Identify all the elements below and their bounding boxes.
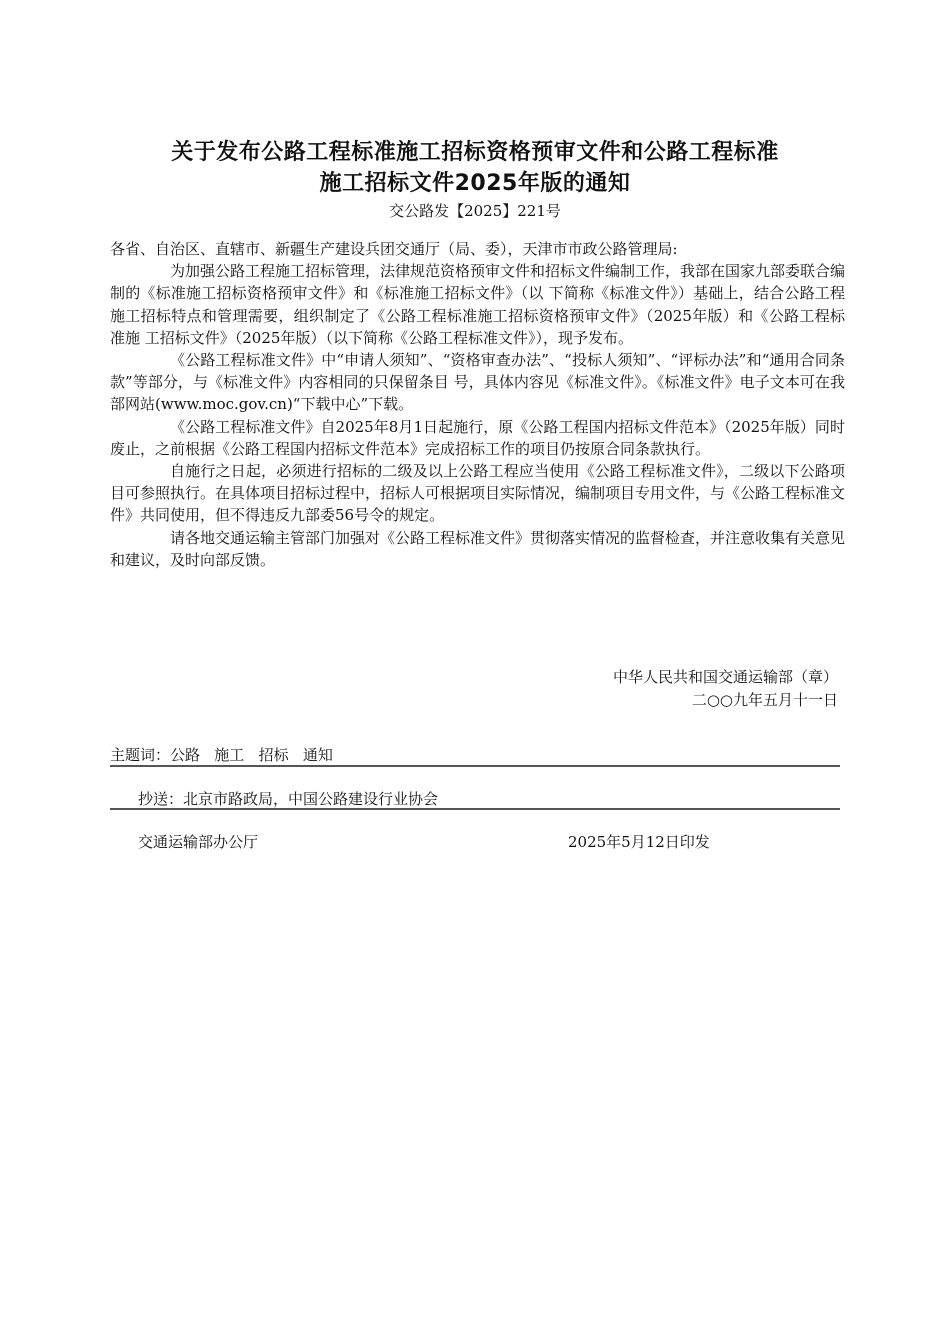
title-line-1: 关于发布公路工程标准施工招标资格预审文件和公路工程标准 <box>171 140 779 165</box>
print-date: 2025年5月12日印发 <box>568 833 710 851</box>
signature-date: 二○○九年五月十一日 <box>691 691 838 709</box>
subject-keywords: 主题词：公路 施工 招标 通知 <box>110 746 333 764</box>
title-line-2: 施工招标文件2025年版的通知 <box>319 171 631 196</box>
issuing-office: 交通运输部办公厅 <box>138 833 259 851</box>
divider-line <box>110 765 840 767</box>
paragraph-2: 《公路工程标准文件》中“申请人须知”、“资格审查办法”、“投标人须知”、“评标办法”和“通用合同条款”等部分，与《标准文件》内容相同的只保留条目 号，具体内容见《标准文件》。《标准文件》电子文本可在我部网站(www.moc.gov.cn)“下载中心”下载。 <box>110 351 845 414</box>
salutation: 各省、自治区、直辖市、新疆生产建设兵团交通厅（局、委），天津市市政公路管理局: <box>110 240 678 258</box>
signature-block <box>613 666 838 712</box>
document-title <box>0 137 950 199</box>
paragraph-3: 《公路工程标准文件》自2025年8月1日起施行，原《公路工程国内招标文件范本》（2025年版）同时废止，之前根据《公路工程国内招标文件范本》完成招标工作的项目仍按原合同条款执行。 <box>110 417 845 458</box>
paragraph-1: 为加强公路工程施工招标管理，法律规范资格预审文件和招标文件编制工作，我部在国家九部委联合编制的《标准施工招标资格预审文件》和《标准施工招标文件》（以 下简称《标准文件》）基础上，结合公路工程施工招标特点和管理需要，组织制定了《公路工程标准施工招标资格预审文件》（2025年版）和《公路工程标准施 工招标文件》（2025年版）（以下简称《公路工程标准文件》），现予发布。 <box>110 262 846 347</box>
document-body <box>110 238 845 571</box>
cc-line: 抄送：北京市路政局，中国公路建设行业协会 <box>138 790 439 808</box>
divider-line <box>110 808 840 810</box>
document-number: 交公路发【2025】221号 <box>389 202 561 220</box>
paragraph-4: 自施行之日起，必须进行招标的二级及以上公路工程应当使用《公路工程标准文件》，二级以下公路项目可参照执行。在具体项目招标过程中，招标人可根据项目实际情况，编制项目专用文件，与《公路工程标准文件》共同使用，但不得违反九部委56号令的规定。 <box>110 462 846 525</box>
paragraph-5: 请各地交通运输主管部门加强对《公路工程标准文件》贯彻落实情况的监督检查，并注意收集有关意见和建议，及时向部反馈。 <box>110 528 846 569</box>
signature-org: 中华人民共和国交通运输部（章） <box>612 668 838 686</box>
